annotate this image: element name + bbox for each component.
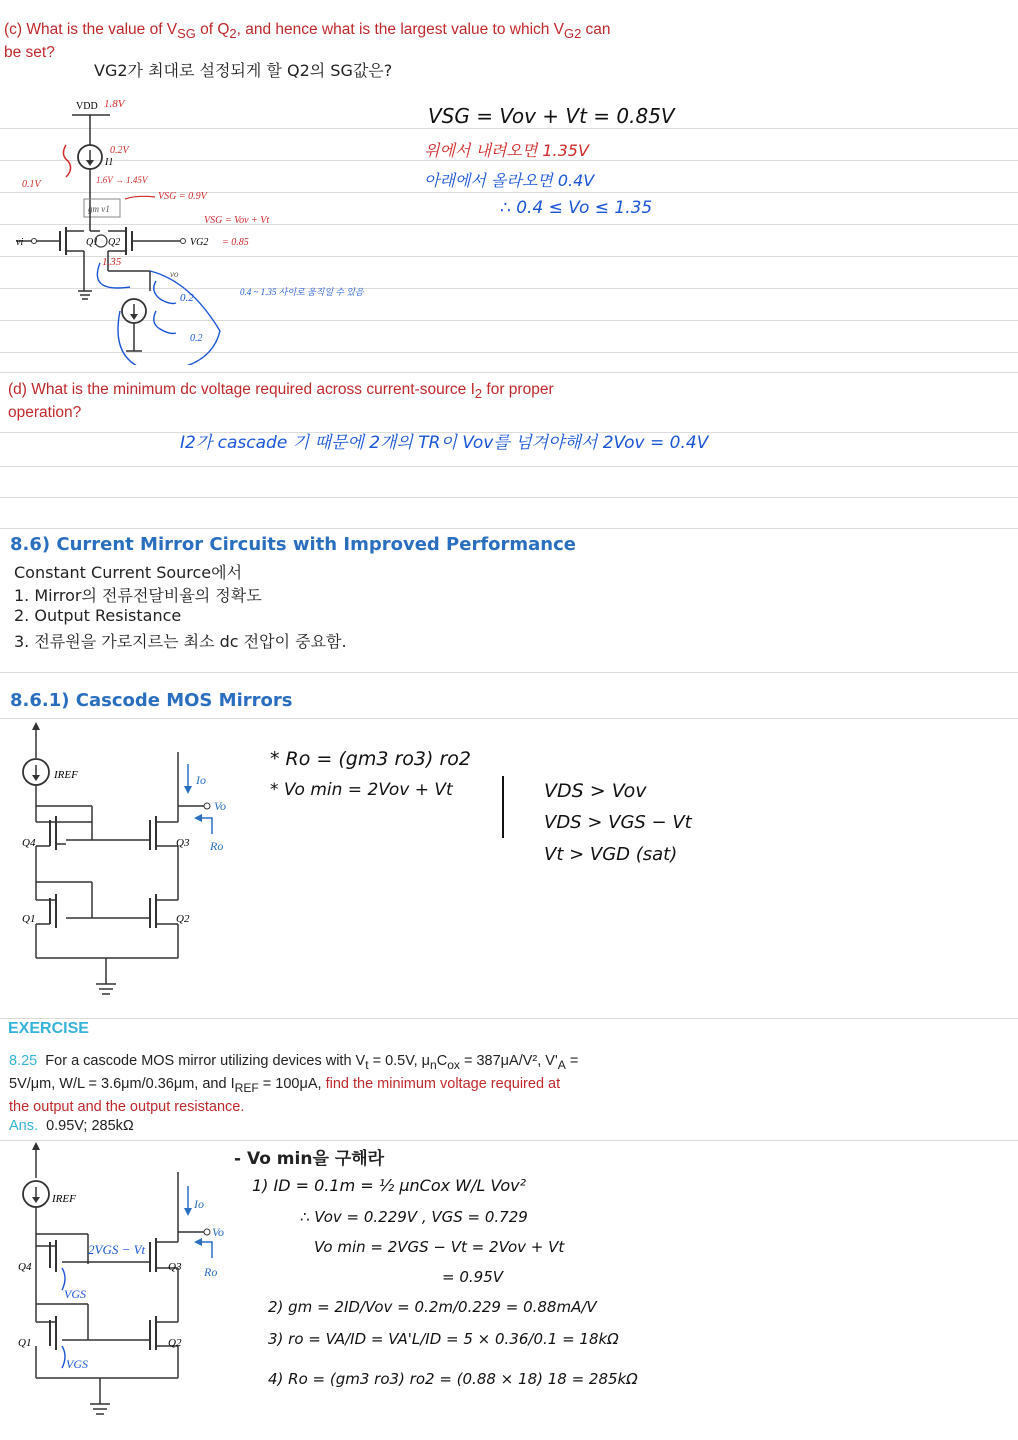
io-label: Io — [196, 773, 206, 787]
i1-label: I1 — [105, 157, 114, 168]
v-0-2-label: 0.2V — [110, 145, 129, 156]
vdd-label: VDD — [76, 101, 98, 112]
circuit-diagram-q2 — [0, 95, 420, 365]
cascode-mirror-annotated-diagram — [0, 1142, 240, 1432]
v-1-6-label: 1.6V → 1.45V — [96, 175, 148, 185]
v-0-1-label: 0.1V — [22, 179, 41, 190]
range-note: 0.4 ~ 1.35 사이로 움직일 수 있음 — [240, 287, 364, 297]
section-item-1: 1. Mirror의 전류전달비율의 정확도 — [14, 586, 262, 605]
solution-step-1c: Vo min = 2VGS − Vt = 2Vov + Vt — [314, 1238, 565, 1256]
q3-label-3: Q3 — [168, 1261, 182, 1273]
solution-step-1b: ∴ Vov = 0.229V , VGS = 0.729 — [300, 1208, 528, 1226]
korean-note-c: VG2가 최대로 설정되게 할 Q2의 SG값은? — [94, 61, 393, 80]
section-item-2: 2. Output Resistance — [14, 606, 182, 625]
notes-c-line1: VSG = Vov + Vt = 0.85V — [428, 104, 675, 128]
solution-title: - Vo min을 구해라 — [234, 1149, 385, 1169]
notes-c-line4: ∴ 0.4 ≤ Vo ≤ 1.35 — [500, 198, 653, 218]
q4-label: Q4 — [22, 837, 36, 849]
iref-label-3: IREF — [52, 1193, 76, 1205]
section-intro: Constant Current Source에서 — [14, 563, 243, 582]
notes-vo-min: * Vo min = 2Vov + Vt — [270, 780, 453, 800]
vgs-bot: VGS — [66, 1357, 88, 1371]
q1-label: Q1 — [22, 913, 36, 925]
notes-c-line2: 위에서 내려오면 1.35V — [424, 141, 589, 160]
notes-c-line3: 아래에서 올라오면 0.4V — [424, 171, 595, 190]
io-label-3: Io — [194, 1197, 204, 1211]
q2-label: Q2 — [108, 237, 121, 248]
subsection-title: 8.6.1) Cascode MOS Mirrors — [10, 690, 293, 711]
gm-label: gm v1 — [88, 204, 110, 214]
vsg-red-label: VSG = 0.9V — [158, 191, 207, 202]
vo-label-3: Vo — [212, 1225, 224, 1239]
v-1-35-label: 1.35 — [102, 256, 122, 268]
notes-cond-2: VDS > VGS − Vt — [544, 812, 692, 833]
solution-step-2: 2) gm = 2ID/Vov = 0.2m/0.229 = 0.88mA/V — [268, 1298, 597, 1316]
q2-label: Q2 — [176, 913, 190, 925]
vg2-label: VG2 — [190, 237, 209, 248]
vdd-value: 1.8V — [104, 98, 125, 110]
q4-label-3: Q4 — [18, 1261, 32, 1273]
solution-step-4: 4) Ro = (gm3 ro3) ro2 = (0.88 × 18) 18 = 285kΩ — [268, 1370, 638, 1388]
q3-label: Q3 — [176, 837, 190, 849]
notes-cond-3: Vt > VGD (sat) — [544, 844, 678, 865]
notes-divider — [502, 776, 504, 838]
v-0-2-b2: 0.2 — [190, 333, 203, 344]
q1-label-3: Q1 — [18, 1337, 32, 1349]
section-item-3: 3. 전류원을 가로지르는 최소 dc 전압이 중요함. — [14, 632, 347, 651]
question-d: (d) What is the minimum dc voltage required across current-source $I_2$ for proper operation? — [8, 381, 554, 422]
notes-cond-1: VDS > Vov — [544, 780, 647, 802]
vgs-top: VGS — [64, 1287, 86, 1301]
ro-label: Ro — [210, 839, 224, 853]
vsg-formula-red: VSG = Vov + Vt — [204, 215, 270, 226]
answer-d: I2가 cascade 기 때문에 2개의 TR이 Vov를 넘겨야해서 2Vov = 0.4V — [180, 433, 709, 453]
section-title: 8.6) Current Mirror Circuits with Improved Performance — [10, 534, 576, 555]
vo-label: vo — [170, 269, 179, 279]
gate-label: 2VGS − Vt — [88, 1242, 146, 1257]
iref-label: IREF — [54, 769, 78, 781]
solution-step-3: 3) ro = VA/ID = VA'L/ID = 5 × 0.36/0.1 = 18kΩ — [268, 1330, 619, 1348]
vi-label: vi — [16, 237, 24, 248]
cascode-mirror-diagram — [0, 722, 240, 1012]
question-c: (c) What is the value of $V_{SG}$ of $Q_2$, and hence what is the largest value to which $V_{G2}$ can be set? — [4, 21, 611, 62]
solution-step-1d: = 0.95V — [442, 1268, 503, 1286]
q1-label: Q1 — [86, 237, 99, 248]
q2-label-3: Q2 — [168, 1337, 182, 1349]
vsg-value-red: = 0.85 — [222, 237, 249, 248]
notes-ro: * Ro = (gm3 ro3) ro2 — [270, 748, 471, 770]
v-0-2-bottom: 0.2 — [180, 292, 194, 304]
exercise-heading: EXERCISE — [8, 1020, 89, 1037]
ro-label-3: Ro — [204, 1265, 218, 1279]
solution-step-1: 1) ID = 0.1m = ½ μnCox W/L Vov² — [252, 1176, 527, 1195]
exercise-text: 8.25 For a cascode MOS mirror utilizing devices with $V_t = 0.5V$, $\mu_nC_{ox} = 387\mu A/V^2$, $V'_A = 5V/\mu m$, W/L = 3.6μm/0.36μm, and $I_{REF} = 100\mu A$, find the minimum voltage required at the output and the output resistance. Ans. 0.95V; 285kΩ — [9, 1053, 579, 1134]
vo-label: Vo — [214, 799, 226, 813]
